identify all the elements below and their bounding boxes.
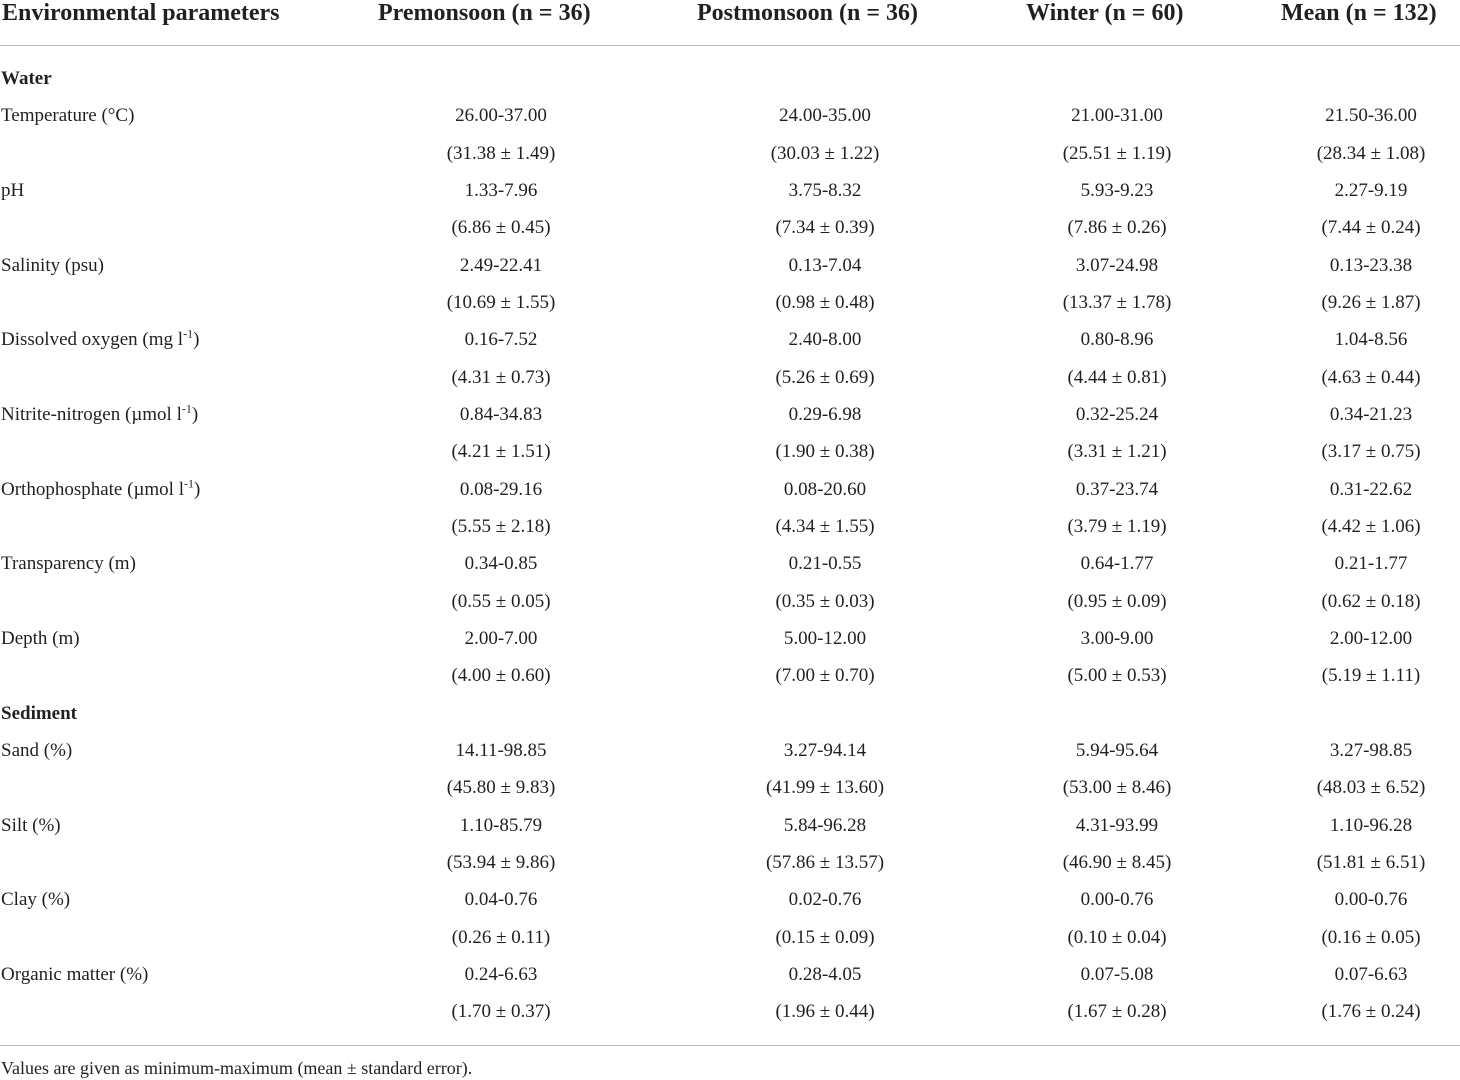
table-footnote: Values are given as minimum-maximum (mean ± standard error). [1, 1058, 473, 1078]
mean-se-mean: (7.44 ± 0.24) [1321, 217, 1421, 238]
table-row [0, 508, 1460, 545]
range-mean: 0.07-6.63 [1334, 964, 1408, 985]
range-premonsoon: 0.08-29.16 [459, 479, 543, 500]
header-winter: Winter (n = 60) [1026, 0, 1184, 26]
table-row [0, 881, 1460, 918]
range-postmonsoon: 0.13-7.04 [788, 255, 862, 276]
mean-se-mean: (9.26 ± 1.87) [1321, 292, 1421, 313]
range-postmonsoon: 5.84-96.28 [783, 815, 867, 836]
range-premonsoon: 14.11-98.85 [455, 740, 547, 761]
mean-se-mean: (48.03 ± 6.52) [1316, 777, 1426, 798]
range-winter: 0.32-25.24 [1075, 404, 1159, 425]
mean-se-postmonsoon: (4.34 ± 1.55) [775, 516, 875, 537]
table-row [0, 471, 1460, 508]
range-premonsoon: 0.84-34.83 [459, 404, 543, 425]
mean-se-premonsoon: (31.38 ± 1.49) [446, 143, 556, 164]
header-parameters: Environmental parameters [2, 0, 280, 26]
range-postmonsoon: 0.21-0.55 [788, 553, 862, 574]
mean-se-winter: (3.31 ± 1.21) [1067, 441, 1167, 462]
table-row [0, 135, 1460, 172]
range-winter: 21.00-31.00 [1071, 105, 1163, 126]
range-postmonsoon: 3.75-8.32 [788, 180, 862, 201]
table-row [0, 620, 1460, 657]
row-label: Sand (%) [1, 740, 73, 761]
mean-se-postmonsoon: (0.35 ± 0.03) [775, 591, 875, 612]
mean-se-premonsoon: (1.70 ± 0.37) [451, 1001, 551, 1022]
range-premonsoon: 1.33-7.96 [464, 180, 538, 201]
range-premonsoon: 26.00-37.00 [455, 105, 547, 126]
mean-se-winter: (13.37 ± 1.78) [1062, 292, 1172, 313]
header-rule [0, 45, 1460, 46]
range-mean: 21.50-36.00 [1325, 105, 1417, 126]
row-label: Clay (%) [1, 889, 71, 910]
table-row [0, 993, 1460, 1030]
range-winter: 3.07-24.98 [1075, 255, 1159, 276]
mean-se-postmonsoon: (5.26 ± 0.69) [775, 367, 875, 388]
range-mean: 1.04-8.56 [1334, 329, 1408, 350]
range-winter: 0.80-8.96 [1080, 329, 1154, 350]
table-row [0, 172, 1460, 209]
mean-se-winter: (7.86 ± 0.26) [1067, 217, 1167, 238]
table-row [0, 844, 1460, 881]
footer-rule [0, 1045, 1460, 1046]
mean-se-premonsoon: (4.31 ± 0.73) [451, 367, 551, 388]
range-premonsoon: 1.10-85.79 [459, 815, 543, 836]
table-row [0, 321, 1460, 358]
mean-se-postmonsoon: (7.34 ± 0.39) [775, 217, 875, 238]
range-postmonsoon: 5.00-12.00 [783, 628, 867, 649]
section-label-sediment: Sediment [1, 703, 77, 724]
range-winter: 0.00-0.76 [1080, 889, 1154, 910]
mean-se-mean: (4.42 ± 1.06) [1321, 516, 1421, 537]
mean-se-winter: (3.79 ± 1.19) [1067, 516, 1167, 537]
table-row [0, 396, 1460, 433]
mean-se-winter: (5.00 ± 0.53) [1067, 665, 1167, 686]
range-winter: 4.31-93.99 [1075, 815, 1159, 836]
range-mean: 0.00-0.76 [1334, 889, 1408, 910]
table-row [0, 209, 1460, 246]
section-label-water: Water [1, 68, 52, 89]
row-label: Dissolved oxygen (mg $l^{-1}$) [1, 326, 200, 350]
mean-se-winter: (46.90 ± 8.45) [1062, 852, 1172, 873]
range-premonsoon: 0.24-6.63 [464, 964, 538, 985]
range-postmonsoon: 0.29-6.98 [788, 404, 862, 425]
range-postmonsoon: 0.02-0.76 [788, 889, 862, 910]
mean-se-mean: (51.81 ± 6.51) [1316, 852, 1426, 873]
table-row [0, 247, 1460, 284]
mean-se-premonsoon: (5.55 ± 2.18) [451, 516, 551, 537]
range-winter: 0.37-23.74 [1075, 479, 1159, 500]
table-row [0, 657, 1460, 694]
range-premonsoon: 0.34-0.85 [464, 553, 538, 574]
table-row [0, 433, 1460, 470]
mean-se-winter: (25.51 ± 1.19) [1062, 143, 1172, 164]
mean-se-postmonsoon: (1.96 ± 0.44) [775, 1001, 875, 1022]
range-winter: 5.93-9.23 [1080, 180, 1154, 201]
row-label: Salinity (psu) [1, 255, 104, 276]
row-label: Organic matter (%) [1, 964, 149, 985]
mean-se-mean: (28.34 ± 1.08) [1316, 143, 1426, 164]
header-premonsoon: Premonsoon (n = 36) [378, 0, 591, 26]
mean-se-mean: (3.17 ± 0.75) [1321, 441, 1421, 462]
table-row [0, 583, 1460, 620]
table-row [0, 807, 1460, 844]
mean-se-postmonsoon: (41.99 ± 13.60) [765, 777, 885, 798]
mean-se-premonsoon: (10.69 ± 1.55) [446, 292, 556, 313]
range-postmonsoon: 0.28-4.05 [788, 964, 862, 985]
mean-se-winter: (1.67 ± 0.28) [1067, 1001, 1167, 1022]
range-mean: 0.34-21.23 [1329, 404, 1413, 425]
range-winter: 3.00-9.00 [1080, 628, 1154, 649]
range-winter: 5.94-95.64 [1075, 740, 1159, 761]
mean-se-premonsoon: (0.26 ± 0.11) [451, 927, 551, 948]
mean-se-postmonsoon: (0.15 ± 0.09) [775, 927, 875, 948]
table-row [0, 284, 1460, 321]
mean-se-postmonsoon: (30.03 ± 1.22) [770, 143, 880, 164]
range-premonsoon: 0.16-7.52 [464, 329, 538, 350]
range-mean: 0.31-22.62 [1329, 479, 1413, 500]
range-premonsoon: 0.04-0.76 [464, 889, 538, 910]
range-premonsoon: 2.49-22.41 [459, 255, 543, 276]
header-postmonsoon: Postmonsoon (n = 36) [697, 0, 919, 26]
range-winter: 0.64-1.77 [1080, 553, 1154, 574]
range-postmonsoon: 2.40-8.00 [788, 329, 862, 350]
table-row [0, 919, 1460, 956]
mean-se-winter: (4.44 ± 0.81) [1067, 367, 1167, 388]
range-postmonsoon: 24.00-35.00 [779, 105, 871, 126]
range-mean: 2.00-12.00 [1329, 628, 1413, 649]
range-mean: 1.10-96.28 [1329, 815, 1413, 836]
mean-se-mean: (0.62 ± 0.18) [1321, 591, 1421, 612]
table-row [0, 956, 1460, 993]
mean-se-mean: (4.63 ± 0.44) [1321, 367, 1421, 388]
table-row [0, 732, 1460, 769]
range-mean: 0.13-23.38 [1329, 255, 1413, 276]
mean-se-postmonsoon: (57.86 ± 13.57) [765, 852, 885, 873]
mean-se-premonsoon: (45.80 ± 9.83) [446, 777, 556, 798]
mean-se-postmonsoon: (0.98 ± 0.48) [775, 292, 875, 313]
row-label: Depth (m) [1, 628, 80, 649]
mean-se-winter: (53.00 ± 8.46) [1062, 777, 1172, 798]
range-mean: 2.27-9.19 [1334, 180, 1408, 201]
range-postmonsoon: 0.08-20.60 [783, 479, 867, 500]
mean-se-winter: (0.10 ± 0.04) [1067, 927, 1167, 948]
mean-se-postmonsoon: (1.90 ± 0.38) [775, 441, 875, 462]
row-label: pH [1, 180, 25, 201]
mean-se-premonsoon: (0.55 ± 0.05) [451, 591, 551, 612]
range-premonsoon: 2.00-7.00 [464, 628, 538, 649]
range-postmonsoon: 3.27-94.14 [783, 740, 867, 761]
mean-se-premonsoon: (53.94 ± 9.86) [446, 852, 556, 873]
table-row [0, 359, 1460, 396]
mean-se-premonsoon: (4.21 ± 1.51) [451, 441, 551, 462]
row-label: Nitrite-nitrogen (µmol $l^{-1}$) [1, 401, 199, 425]
table-row [0, 769, 1460, 806]
row-label: Temperature (°C) [1, 105, 135, 126]
section-row-sediment [0, 695, 1460, 732]
mean-se-mean: (1.76 ± 0.24) [1321, 1001, 1421, 1022]
row-label: Silt (%) [1, 815, 61, 836]
row-label: Orthophosphate (µmol $l^{-1}$) [1, 476, 201, 500]
range-mean: 0.21-1.77 [1334, 553, 1408, 574]
row-label: Transparency (m) [1, 553, 136, 574]
mean-se-premonsoon: (4.00 ± 0.60) [451, 665, 551, 686]
table-row [0, 545, 1460, 582]
mean-se-mean: (0.16 ± 0.05) [1321, 927, 1421, 948]
mean-se-postmonsoon: (7.00 ± 0.70) [775, 665, 875, 686]
mean-se-winter: (0.95 ± 0.09) [1067, 591, 1167, 612]
range-mean: 3.27-98.85 [1329, 740, 1413, 761]
mean-se-mean: (5.19 ± 1.11) [1321, 665, 1421, 686]
header-mean: Mean (n = 132) [1281, 0, 1437, 26]
range-winter: 0.07-5.08 [1080, 964, 1154, 985]
section-row-water [0, 60, 1460, 97]
mean-se-premonsoon: (6.86 ± 0.45) [451, 217, 551, 238]
table-row [0, 97, 1460, 134]
